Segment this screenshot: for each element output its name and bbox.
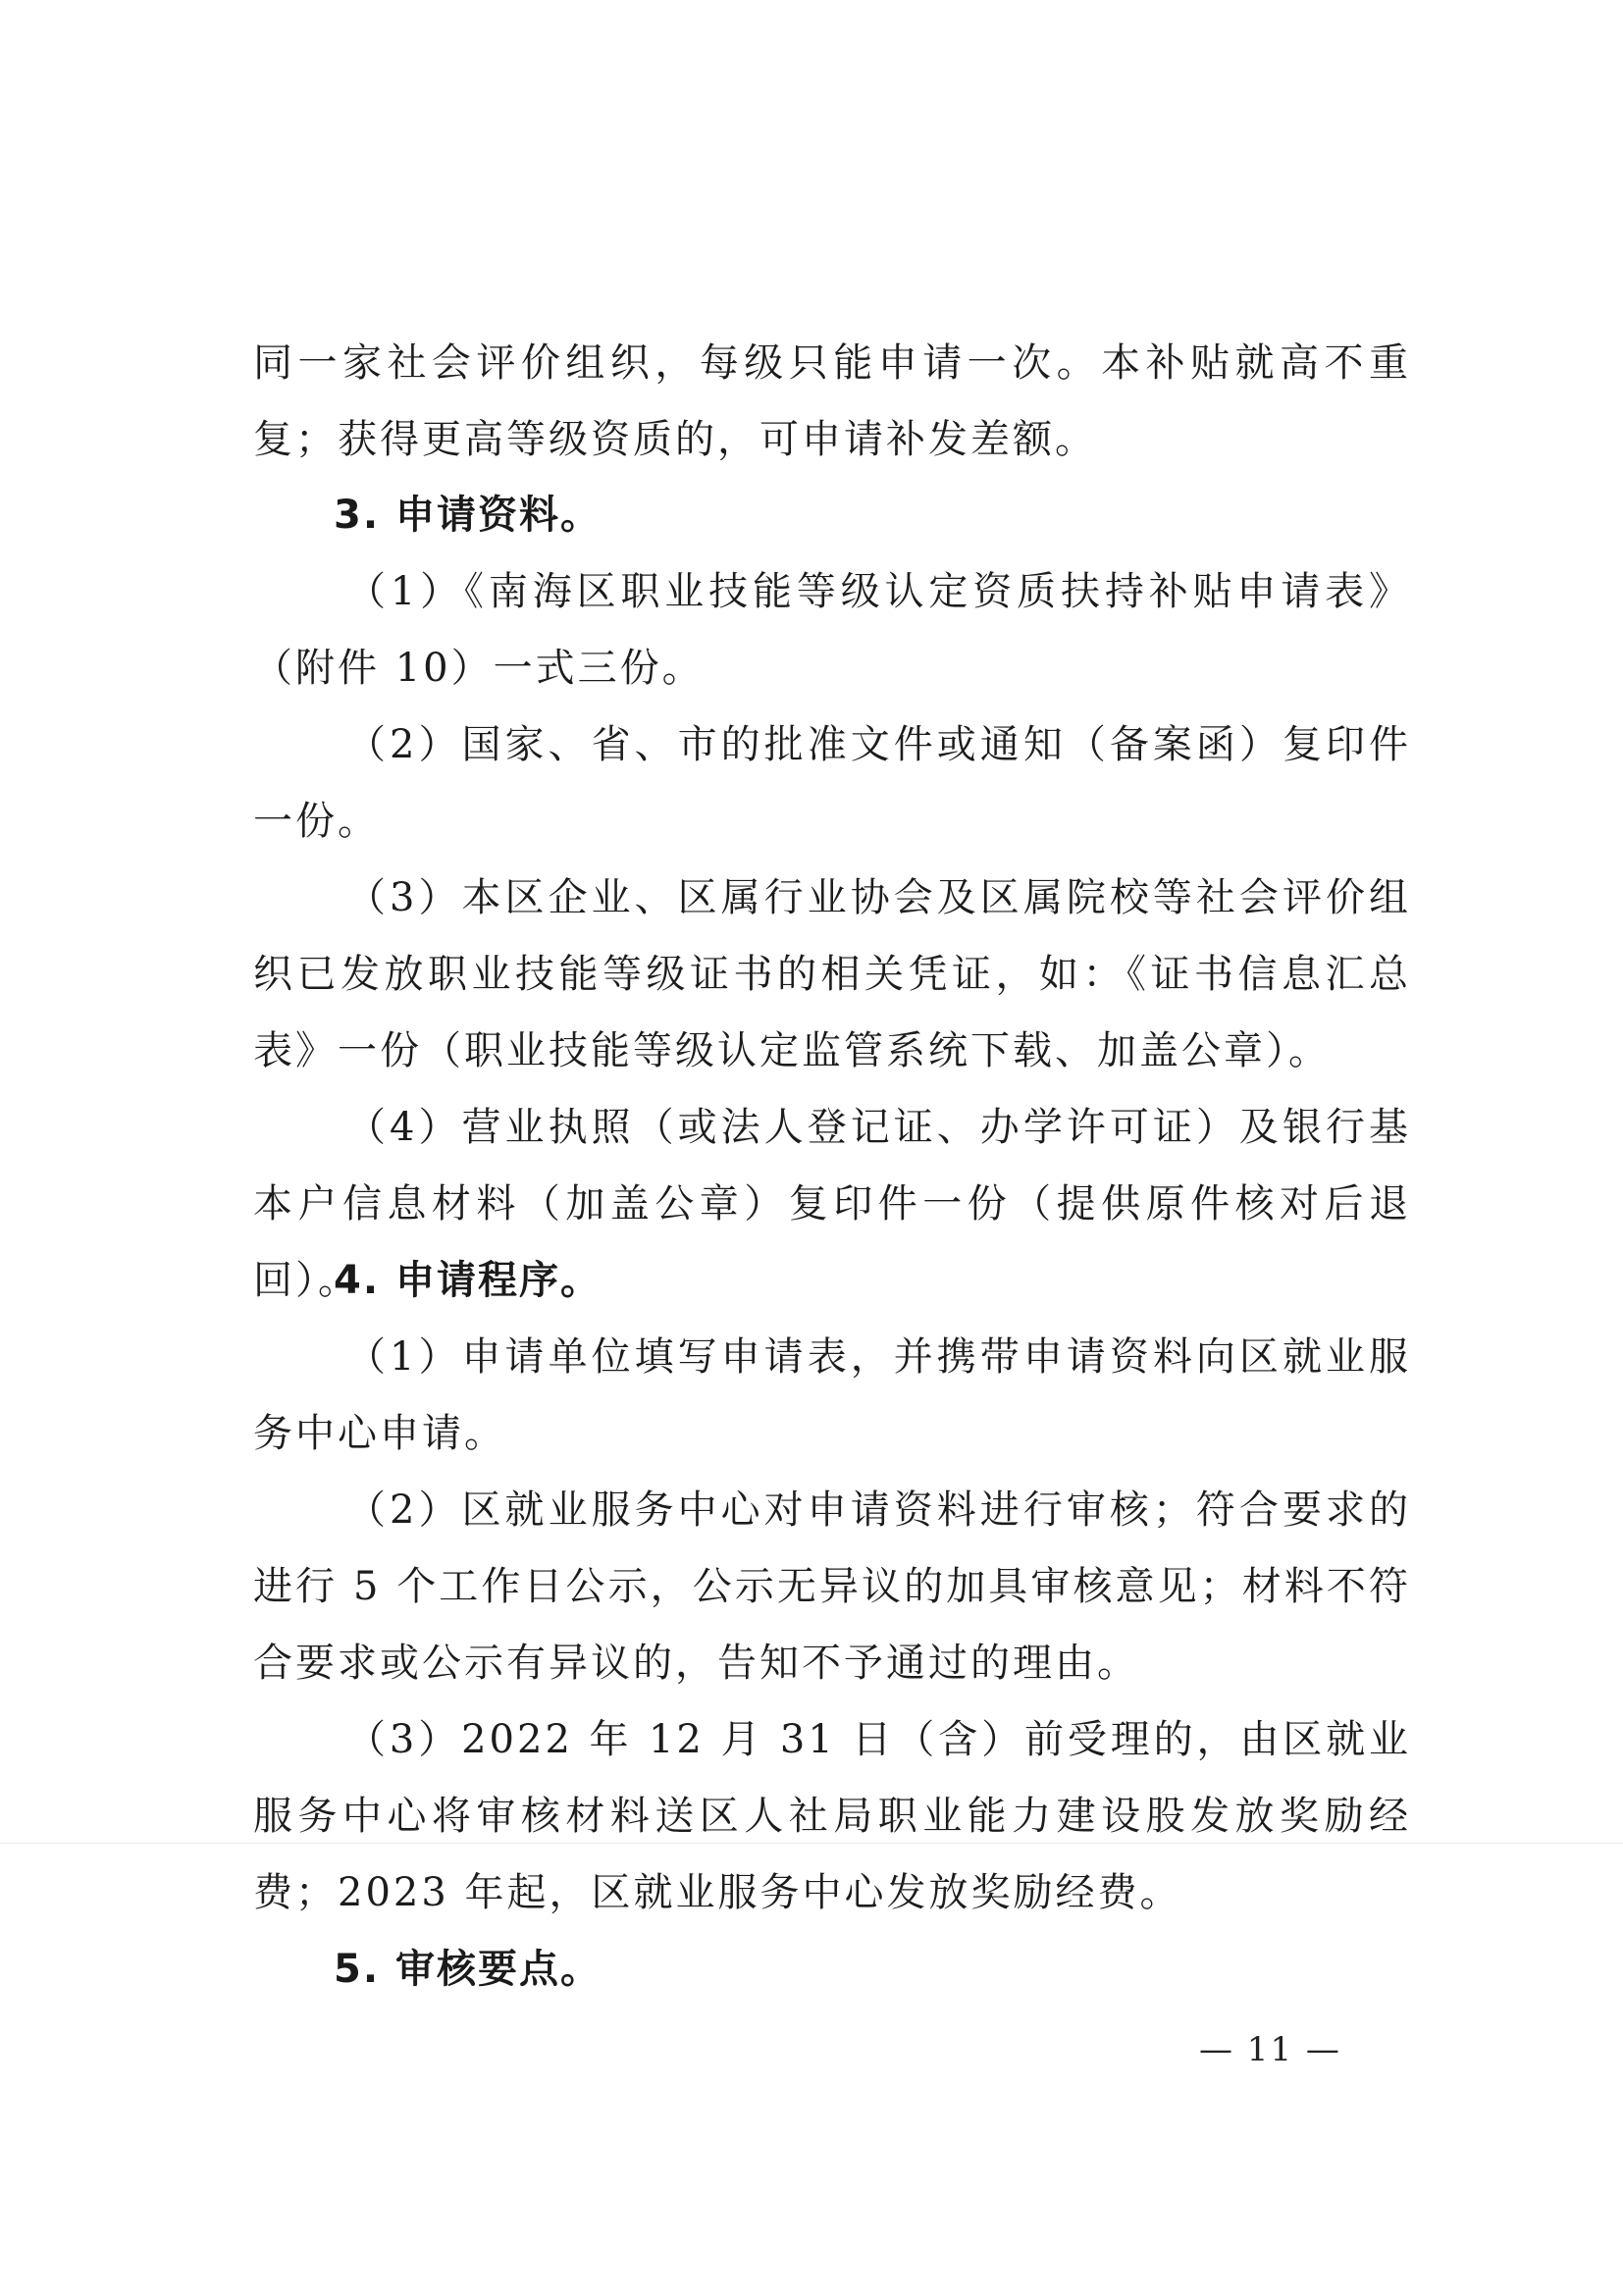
- paragraph-1: 同一家社会评价组织，每级只能申请一次。本补贴就高不重复；获得更高等级资质的，可申请补发差额。: [253, 340, 1411, 462]
- paragraph-3: （2）国家、省、市的批准文件或通知（备案函）复印件一份。: [253, 722, 1411, 844]
- paragraph-7: （2）区就业服务中心对申请资料进行审核；符合要求的进行 5 个工作日公示，公示无异议的加具审核意见；材料不符合要求或公示有异议的，告知不予通过的理由。: [253, 1487, 1411, 1686]
- page-number: — 11 —: [1199, 2030, 1341, 2069]
- paragraph-8: （3）2022 年 12 月 31 日（含）前受理的，由区就业服务中心将审核材料送区人社局职业能力建设股发放奖励经费；2023 年起，区就业服务中心发放奖励经费。: [253, 1717, 1411, 1915]
- section-heading-5: 5. 审核要点。: [334, 1947, 602, 1992]
- scan-line: [0, 1843, 1623, 1844]
- section-heading-3: 3. 申请资料。: [334, 493, 602, 538]
- paragraph-6: （1）申请单位填写申请表，并携带申请资料向区就业服务中心申请。: [253, 1334, 1411, 1456]
- paragraph-4: （3）本区企业、区属行业协会及区属院校等社会评价组织已发放职业技能等级证书的相关凭证，如：《证书信息汇总表》一份（职业技能等级认定监管系统下载、加盖公章）。: [253, 875, 1411, 1073]
- section-heading-4: 4. 申请程序。: [334, 1258, 602, 1303]
- paragraph-5: （4）营业执照（或法人登记证、办学许可证）及银行基本户信息材料（加盖公章）复印件一份（提供原件核对后退回）。: [253, 1105, 1411, 1303]
- paragraph-2: （1）《南海区职业技能等级认定资质扶持补贴申请表》（附件 10）一式三份。: [253, 569, 1411, 691]
